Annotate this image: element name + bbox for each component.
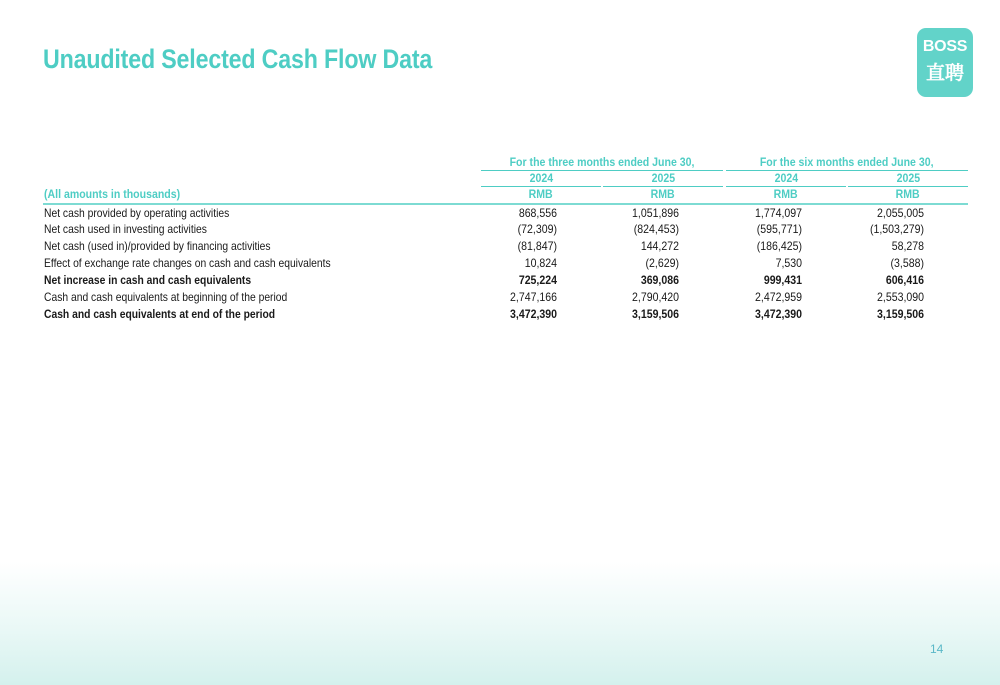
table-row	[0, 289, 1000, 306]
cell-value: (595,771)	[756, 222, 802, 236]
year-header-4: 2025	[848, 171, 968, 187]
cell-value: 3,472,390	[510, 307, 557, 321]
year-header-3: 2024	[726, 171, 846, 187]
currency-header-1: RMB	[528, 187, 554, 201]
cell-value: 2,790,420	[632, 290, 679, 304]
cell-value: 1,051,896	[632, 206, 679, 220]
cell-value: 3,159,506	[877, 307, 924, 321]
table-row	[0, 238, 1000, 255]
cell-value: 144,272	[640, 239, 679, 253]
cell-value: (3,588)	[890, 256, 924, 270]
currency-header-2: RMB	[650, 187, 676, 201]
group-header-six-months: For the six months ended June 30,	[726, 154, 968, 171]
currency-header-4: RMB	[895, 187, 921, 201]
cell-value: 10,824	[524, 256, 557, 270]
cell-value: 369,086	[640, 273, 679, 287]
row-label: Cash and cash equivalents at end of the period	[44, 307, 276, 321]
cell-value: (1,503,279)	[869, 222, 924, 236]
table-row	[0, 255, 1000, 272]
cell-value: 3,159,506	[632, 307, 679, 321]
page-number: 14	[930, 642, 944, 656]
logo-text-en: BOSS	[922, 38, 968, 55]
cell-value: 1,774,097	[755, 206, 802, 220]
cell-value: 606,416	[885, 273, 924, 287]
year-header-2: 2025	[603, 171, 723, 187]
cell-value: (186,425)	[756, 239, 802, 253]
row-label: Net increase in cash and cash equivalents	[44, 273, 252, 287]
cell-value: 7,530	[775, 256, 802, 270]
cell-value: 3,472,390	[755, 307, 802, 321]
currency-header-3: RMB	[773, 187, 799, 201]
row-label: Effect of exchange rate changes on cash and cash equivalents	[44, 256, 331, 270]
cell-value: 2,472,959	[755, 290, 802, 304]
cell-value: 999,431	[763, 273, 802, 287]
cell-value: 868,556	[518, 206, 557, 220]
cell-value: 2,553,090	[877, 290, 924, 304]
cell-value: 58,278	[891, 239, 924, 253]
boss-zhipin-logo	[917, 28, 973, 97]
page-title: Unaudited Selected Cash Flow Data	[43, 44, 433, 74]
cell-value: 2,055,005	[877, 206, 924, 220]
table-row-total	[0, 306, 1000, 323]
logo-text-cn: 直聘	[925, 62, 964, 84]
unit-note: (All amounts in thousands)	[44, 187, 181, 201]
cell-value: (824,453)	[633, 222, 679, 236]
cell-value: (81,847)	[517, 239, 557, 253]
row-label: Net cash provided by operating activities	[44, 206, 230, 220]
table-row-subtotal	[0, 272, 1000, 289]
year-header-1: 2024	[481, 171, 601, 187]
row-label: Net cash used in investing activities	[44, 222, 207, 236]
cell-value: 725,224	[518, 273, 557, 287]
row-label: Cash and cash equivalents at beginning of the period	[44, 290, 288, 304]
cell-value: (2,629)	[645, 256, 679, 270]
table-row	[0, 221, 1000, 238]
group-header-three-months: For the three months ended June 30,	[481, 154, 723, 171]
cell-value: (72,309)	[517, 222, 557, 236]
cell-value: 2,747,166	[510, 290, 557, 304]
table-row	[0, 205, 1000, 222]
row-label: Net cash (used in)/provided by financing activities	[44, 239, 271, 253]
